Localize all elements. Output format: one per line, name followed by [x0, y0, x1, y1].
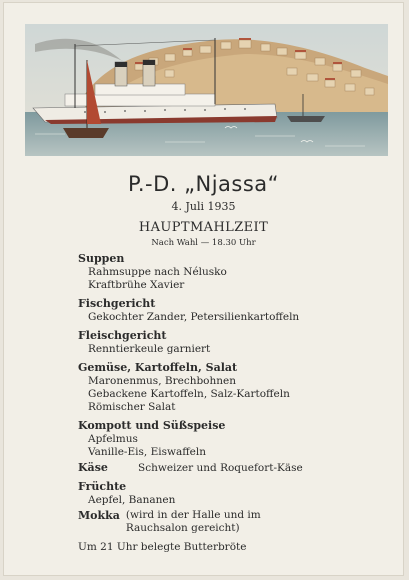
menu-date: 4. Juli 1935 [171, 200, 236, 213]
course-title: Käse [78, 461, 108, 474]
course-title: Fischgericht [78, 297, 156, 310]
dish-item: Vanille-Eis, Eiswaffeln [88, 446, 207, 458]
dish-item: Kraftbrühe Xavier [88, 279, 185, 291]
dish-item: (wird in der Halle und im Rauchsalon gereicht) [125, 509, 261, 534]
closing-note: Um 21 Uhr belegte Butterbröte [78, 541, 247, 553]
harbor-ship-illustration [25, 24, 388, 156]
meal-title: HAUPTMAHLZEIT [138, 220, 269, 235]
course-title: Mokka [78, 509, 120, 522]
course-vegetables [78, 361, 398, 414]
course-fish [78, 297, 398, 324]
course-title: Kompott und Süßspeise [78, 419, 226, 432]
course-title: Suppen [78, 252, 125, 265]
dish-item: Gebackene Kartoffeln, Salz-Kartoffeln [88, 388, 290, 400]
dish-item: Apfelmus [88, 433, 138, 445]
dish-item: Schweizer und Roquefort-Käse [138, 462, 303, 474]
menu-courses [78, 252, 398, 554]
course-title: Gemüse, Kartoffeln, Salat [78, 361, 238, 374]
course-title: Früchte [78, 480, 127, 493]
meal-time-note: Nach Wahl — 18.30 Uhr [151, 238, 256, 248]
dish-item: Aepfel, Bananen [88, 494, 176, 506]
course-cheese [78, 461, 398, 475]
dish-item: Renntierkeule garniert [88, 343, 211, 355]
course-meat [78, 329, 398, 356]
menu-card [3, 2, 404, 576]
course-title: Fleischgericht [78, 329, 167, 342]
course-dessert [78, 419, 398, 459]
course-mokka [78, 509, 398, 535]
course-soups [78, 252, 398, 292]
dish-item: Gekochter Zander, Petersilienkartoffeln [88, 311, 300, 323]
dish-item: Maronenmus, Brechbohnen [88, 375, 237, 387]
dish-item: Römischer Salat [88, 401, 176, 413]
dish-item: Rahmsuppe nach Nélusko [88, 266, 227, 278]
ship-name-title: P.-D. „Njassa“ [127, 172, 280, 196]
course-fruit [78, 480, 398, 507]
